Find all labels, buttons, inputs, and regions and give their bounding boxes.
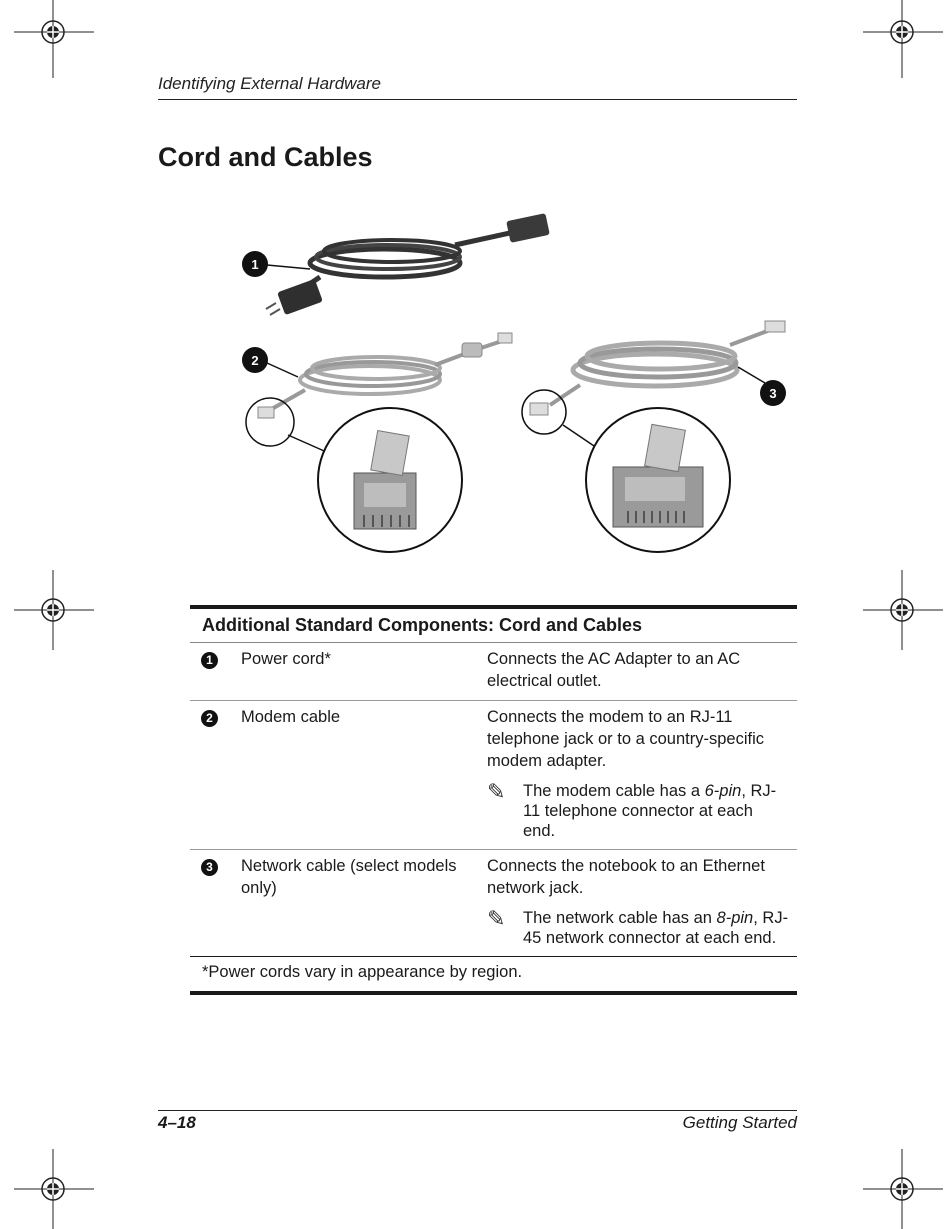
pencil-icon: ✎ [487,779,506,804]
page-number: 4–18 [158,1113,196,1132]
component-description: Connects the notebook to an Ethernet network jack. [487,857,765,897]
note [487,781,789,841]
running-header: Identifying External Hardware [158,74,382,93]
registration-mark-icon [14,1149,94,1229]
network-cable-illustration [522,321,785,552]
table-footnote: *Power cords vary in appearance by region. [190,957,797,994]
cables-illustration [230,205,800,565]
registration-mark-icon [863,0,943,80]
callout-2 [242,347,268,373]
number-badge: 3 [201,859,218,876]
registration-mark-icon [14,0,94,80]
pencil-icon: ✎ [487,906,506,931]
table-heading: Additional Standard Components: Cord and Cables [190,607,797,643]
table-row [190,701,797,850]
registration-mark-icon [863,570,943,650]
note-text: The modem cable has a 6-pin, RJ-11 telephone connector at each end. [523,782,777,840]
table-row [190,850,797,957]
number-badge: 1 [201,652,218,669]
modem-cable-illustration [246,333,512,552]
power-cord-illustration [266,213,550,315]
page-title: Cord and Cables [158,142,373,172]
component-name: Modem cable [241,701,487,850]
note-text: The network cable has an 8-pin, RJ-45 network connector at each end. [523,909,789,947]
svg-text:1: 1 [251,257,259,272]
callout-3 [760,380,786,406]
footer-rule [158,1110,797,1111]
callout-1 [242,251,268,277]
component-description: Connects the modem to an RJ-11 telephone jack or to a country-specific modem adapter. [487,708,764,770]
svg-text:2: 2 [251,353,259,368]
table-row [190,643,797,701]
components-table [190,605,797,995]
component-name: Network cable (select models only) [241,850,487,957]
component-description: Connects the AC Adapter to an AC electrical outlet. [487,650,741,690]
book-title: Getting Started [682,1113,797,1132]
number-badge: 2 [201,710,218,727]
registration-mark-icon [14,570,94,650]
svg-text:3: 3 [769,386,777,401]
note [487,908,789,948]
header-rule [158,99,797,100]
registration-mark-icon [863,1149,943,1229]
component-name: Power cord* [241,643,487,701]
